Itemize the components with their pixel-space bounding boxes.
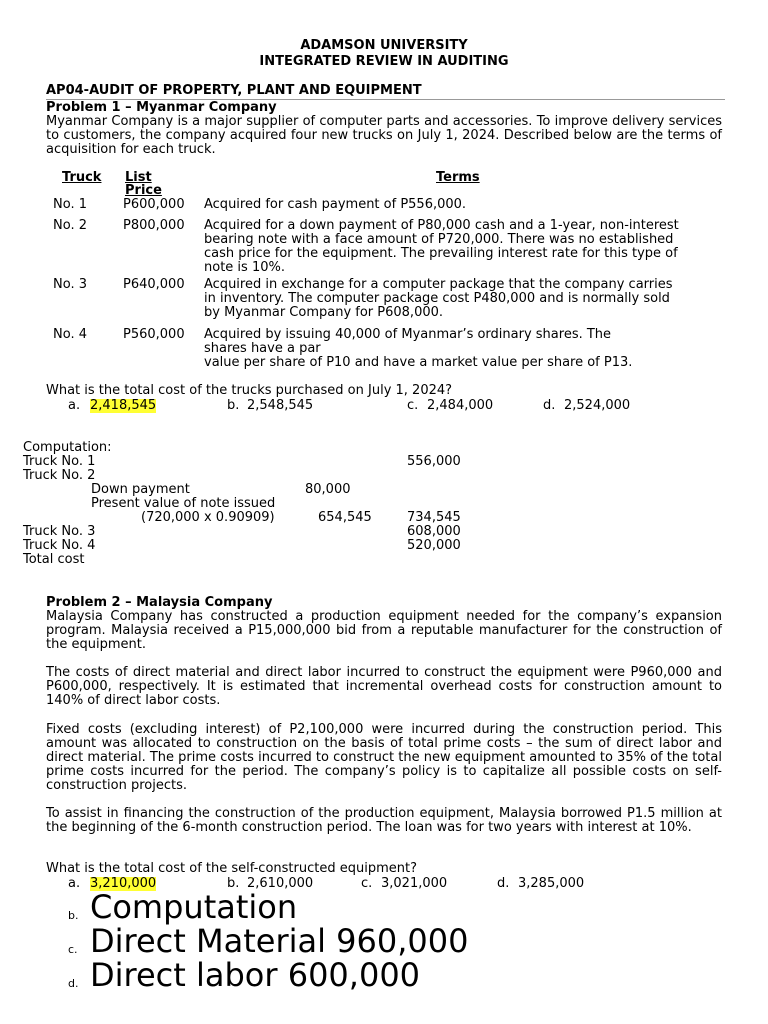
list-item-large: Computation xyxy=(90,888,298,926)
choice-value: 3,021,000 xyxy=(381,876,448,891)
comp-pv-note-label: Present value of note issued xyxy=(91,496,276,511)
comp-truck4-label: Truck No. 4 xyxy=(23,538,96,553)
problem1-intro: Myanmar Company is a major supplier of computer parts and accessories. To improve delivery services to customers, the company acquired four new trucks on July 1, 2024. Described below are the terms of acquisition for each truck. xyxy=(46,114,722,157)
choice-letter: c. xyxy=(361,876,373,891)
choice-letter: b. xyxy=(227,876,240,891)
problem2-paragraph: Malaysia Company has constructed a production equipment needed for the company’s expansion program. Malaysia received a P15,000,000 bid from a reputable manufacturer for the construction of the equipment. xyxy=(46,609,722,652)
comp-truck3-label: Truck No. 3 xyxy=(23,524,96,539)
comp-truck2-label: Truck No. 2 xyxy=(23,468,96,483)
truck-terms-line: Acquired in exchange for a computer package that the company carries xyxy=(204,277,673,292)
list-bullet: b. xyxy=(68,909,79,922)
computation-heading: Computation: xyxy=(23,440,112,455)
truck-terms-line: shares have a par xyxy=(204,341,321,356)
problem2-question: What is the total cost of the self-constructed equipment? xyxy=(46,861,417,876)
choice-value: 3,285,000 xyxy=(518,876,585,891)
choice-letter: d. xyxy=(543,398,556,413)
truck-no: No. 3 xyxy=(53,277,87,292)
truck-price: P600,000 xyxy=(123,197,185,212)
truck-terms-line: Acquired by issuing 40,000 of Myanmar’s ordinary shares. The xyxy=(204,327,612,342)
comp-down-payment-label: Down payment xyxy=(91,482,190,497)
problem2-paragraph: The costs of direct material and direct labor incurred to construct the equipment were P960,000 and P600,000, respectively. It is estimated that incremental overhead costs for construction amount to 140% of direct labor costs. xyxy=(46,665,722,708)
truck-terms-line: by Myanmar Company for P608,000. xyxy=(204,305,444,320)
problem2-paragraph: To assist in financing the construction of the production equipment, Malaysia borrowed P1.5 million at the beginning of the 6-month construction period. The loan was for two years with interest at 10%. xyxy=(46,806,722,835)
course-title: INTEGRATED REVIEW IN AUDITING xyxy=(259,54,509,69)
comp-total-label: Total cost xyxy=(23,552,85,567)
choice-letter: b. xyxy=(227,398,240,413)
truck-terms-line: note is 10%. xyxy=(204,260,285,275)
comp-pv-calc: (720,000 x 0.90909) xyxy=(141,510,275,525)
choice-answer-highlighted: 2,418,545 xyxy=(90,398,157,413)
truck-terms-line: bearing note with a face amount of P720,000. There was no established xyxy=(204,232,674,247)
col-list-header: List xyxy=(125,170,152,185)
truck-terms-line: Acquired for a down payment of P80,000 cash and a 1-year, non-interest xyxy=(204,218,679,233)
truck-terms-line: in inventory. The computer package cost P480,000 and is normally sold xyxy=(204,291,670,306)
choice-answer-highlighted: 3,210,000 xyxy=(90,876,157,891)
truck-price: P560,000 xyxy=(123,327,185,342)
university-title: ADAMSON UNIVERSITY xyxy=(300,38,468,53)
choice-value: 2,524,000 xyxy=(564,398,631,413)
choice-letter: c. xyxy=(407,398,419,413)
truck-no: No. 1 xyxy=(53,197,87,212)
truck-terms-line: cash price for the equipment. The prevailing interest rate for this type of xyxy=(204,246,678,261)
comp-truck4-amount: 520,000 xyxy=(407,538,461,553)
choice-value: 2,484,000 xyxy=(427,398,494,413)
truck-no: No. 2 xyxy=(53,218,87,233)
truck-terms-line: Acquired for cash payment of P556,000. xyxy=(204,197,467,212)
col-price-header: Price xyxy=(125,183,162,198)
choice-letter: a. xyxy=(68,876,81,891)
truck-price: P640,000 xyxy=(123,277,185,292)
choice-value: 2,610,000 xyxy=(247,876,314,891)
comp-pv-amount: 654,545 xyxy=(318,510,372,525)
comp-truck2-amount: 734,545 xyxy=(407,510,461,525)
truck-terms-line: value per share of P10 and have a market value per share of P13. xyxy=(204,355,633,370)
list-bullet: c. xyxy=(68,943,78,956)
list-item-large: Direct labor 600,000 xyxy=(90,956,421,994)
col-terms-header: Terms xyxy=(436,170,480,185)
problem1-question: What is the total cost of the trucks purchased on July 1, 2024? xyxy=(46,383,453,398)
problem2-title: Problem 2 – Malaysia Company xyxy=(46,595,273,610)
truck-price: P800,000 xyxy=(123,218,185,233)
comp-down-payment-amount: 80,000 xyxy=(305,482,351,497)
choice-letter: d. xyxy=(497,876,510,891)
problem1-title: Problem 1 – Myanmar Company xyxy=(46,100,277,115)
list-bullet: d. xyxy=(68,977,79,990)
topic-heading: AP04-AUDIT OF PROPERTY, PLANT AND EQUIPMENT xyxy=(46,83,422,98)
comp-truck1-amount: 556,000 xyxy=(407,454,461,469)
col-truck-header: Truck xyxy=(62,170,102,185)
truck-no: No. 4 xyxy=(53,327,87,342)
list-item-large: Direct Material 960,000 xyxy=(90,922,469,960)
problem2-paragraph: Fixed costs (excluding interest) of P2,100,000 were incurred during the construction period. This amount was allocated to construction on the basis of total prime costs – the sum of direct labor and direct material. The prime costs incurred to construct the new equipment amounted to 35% of the total prime costs incurred for the period. The company’s policy is to capitalize all possible costs on self-construction projects. xyxy=(46,722,722,793)
choice-letter: a. xyxy=(68,398,81,413)
choice-value: 2,548,545 xyxy=(247,398,314,413)
comp-truck1-label: Truck No. 1 xyxy=(23,454,96,469)
comp-truck3-amount: 608,000 xyxy=(407,524,461,539)
